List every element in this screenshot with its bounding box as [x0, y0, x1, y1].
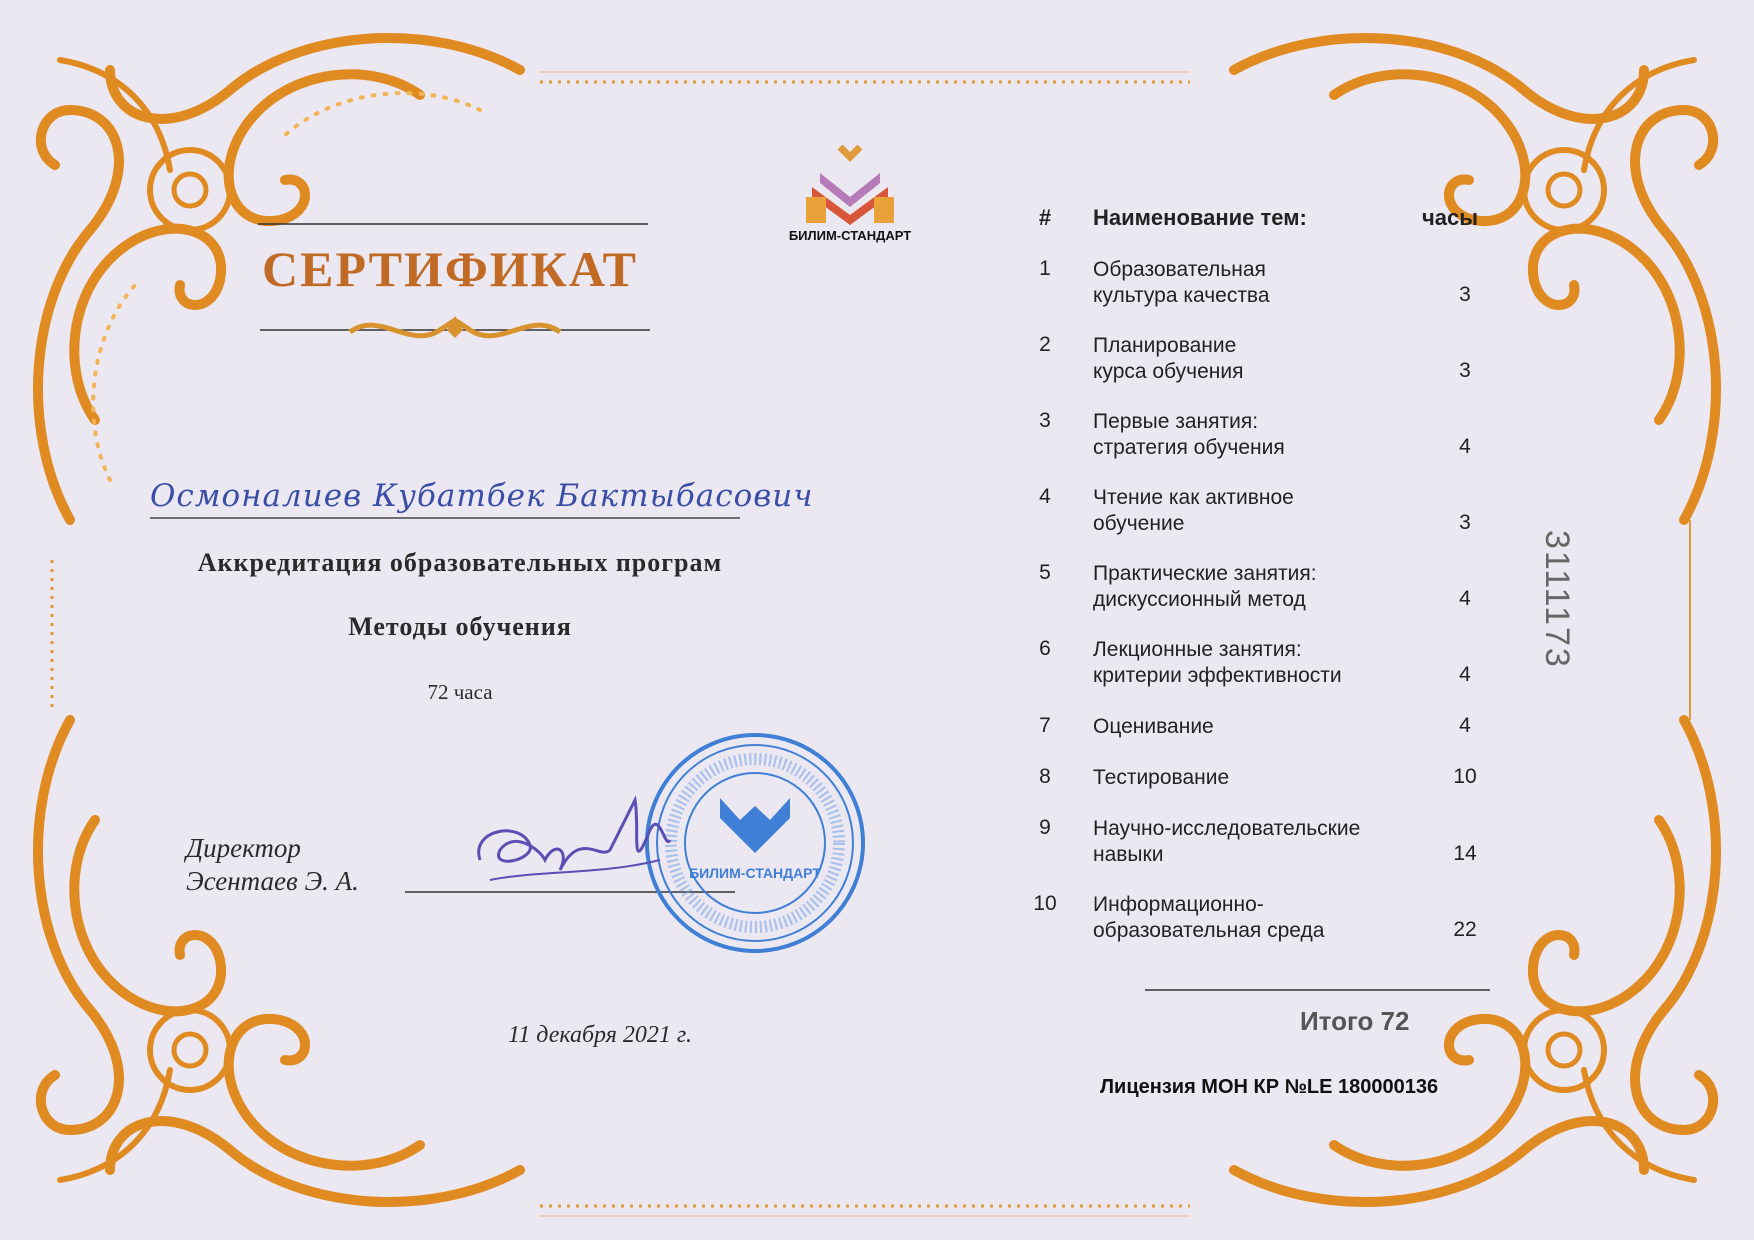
title-top-rule: [258, 222, 648, 226]
row-topic: Первые занятия: стратегия обучения: [1093, 410, 1285, 459]
row-hours: 4: [1459, 587, 1471, 610]
row-number: 7: [1039, 714, 1051, 737]
row-number: 10: [1033, 892, 1057, 915]
certificate-title: СЕРТИФИКАТ: [261, 241, 638, 297]
stamp-text: БИЛИМ-СТАНДАРТ: [689, 865, 821, 881]
row-topic: Чтение как активное обучение: [1093, 486, 1294, 535]
title-flourish: [260, 310, 650, 350]
table-row: [1025, 816, 1505, 876]
row-topic: Научно-исследовательские навыки: [1093, 817, 1361, 866]
recipient-name: Осмоналиев Кубатбек Бактыбасович: [150, 478, 814, 514]
name-underline: [150, 516, 750, 520]
table-header-num: #: [1038, 205, 1052, 230]
row-topic: Практические занятия: дискуссионный метод: [1093, 562, 1317, 611]
bilim-standart-logo: [800, 145, 900, 225]
table-row: [1025, 561, 1505, 621]
row-number: 2: [1039, 333, 1051, 356]
table-header-topic: Наименование тем:: [1093, 205, 1307, 230]
table-row: [1025, 892, 1505, 952]
serial-number: 3111173: [1538, 530, 1576, 669]
table-row: [1025, 637, 1505, 697]
table-row: [1025, 409, 1505, 469]
row-hours: 3: [1459, 359, 1471, 382]
license-number: Лицензия МОН КР №LE 180000136: [1100, 1076, 1439, 1098]
director-name: Эсентаев Э. А.: [186, 866, 359, 896]
row-hours: 14: [1453, 842, 1477, 865]
row-topic: Лекционные занятия: критерии эффективности: [1093, 638, 1342, 687]
row-number: 4: [1039, 485, 1051, 508]
row-number: 9: [1039, 816, 1051, 839]
table-row: [1025, 257, 1505, 317]
row-topic: Информационно- образовательная среда: [1093, 893, 1325, 942]
row-number: 6: [1039, 637, 1051, 660]
program-name: Аккредитация образовательных програм: [197, 548, 723, 577]
issue-date: 11 декабря 2021 г.: [508, 1022, 692, 1048]
row-hours: 4: [1459, 435, 1471, 458]
row-hours: 3: [1459, 283, 1471, 306]
row-number: 3: [1039, 409, 1051, 432]
total-hours: Итого 72: [1300, 1006, 1410, 1036]
row-hours: 4: [1459, 663, 1471, 686]
course-hours: 72 часа: [427, 680, 493, 704]
row-topic: Тестирование: [1093, 766, 1230, 789]
row-topic: Оценивание: [1093, 715, 1214, 738]
row-number: 5: [1039, 561, 1051, 584]
total-rule: [1145, 988, 1495, 992]
director-signature: [460, 790, 690, 920]
row-hours: 22: [1453, 918, 1477, 941]
row-number: 8: [1039, 765, 1051, 788]
row-hours: 10: [1453, 765, 1477, 788]
row-hours: 3: [1459, 511, 1471, 534]
row-topic: Планирование курса обучения: [1093, 334, 1244, 383]
row-number: 1: [1039, 257, 1051, 280]
table-row: [1025, 485, 1505, 545]
course-name: Методы обучения: [348, 612, 572, 641]
logo-text: БИЛИМ-СТАНДАРТ: [788, 228, 912, 243]
row-hours: 4: [1459, 714, 1471, 737]
row-topic: Образовательная культура качества: [1093, 258, 1270, 307]
table-header-hours: часы: [1422, 205, 1479, 230]
director-title: Директор: [186, 833, 301, 863]
table-row: [1025, 333, 1505, 393]
